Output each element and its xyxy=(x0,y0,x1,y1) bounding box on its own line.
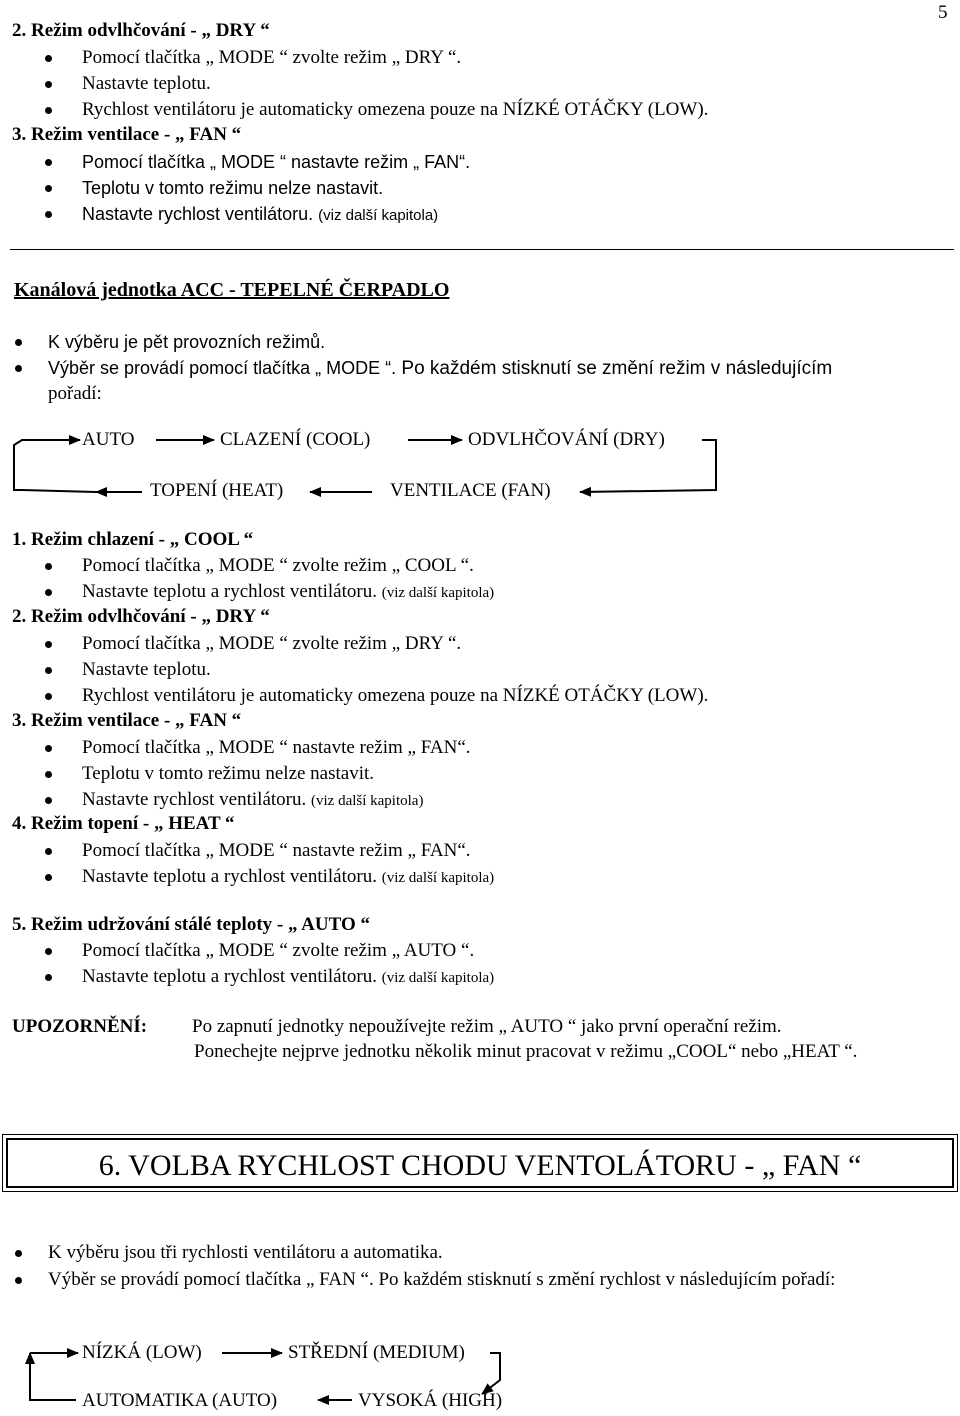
warning-label: UPOZORNĚNÍ: xyxy=(12,1016,148,1037)
note: (viz další kapitola) xyxy=(381,970,495,986)
section-title-cool: 1. Režim chlazení - „ COOL “ xyxy=(12,529,254,550)
warning-text: Ponechejte nejprve jednotku několik minut pracovat v režimu „COOL“ nebo „HEAT “. xyxy=(194,1041,858,1062)
cycle-node-dry: ODVLHČOVÁNÍ (DRY) xyxy=(468,429,665,450)
list-item: Nastavte teplotu. xyxy=(82,73,211,94)
cycle-node-fan: VENTILACE (FAN) xyxy=(390,480,551,501)
bullet xyxy=(45,874,52,881)
section-title-box xyxy=(6,1138,954,1188)
section-title-dry: 2. Režim odvlhčování - „ DRY “ xyxy=(12,606,270,627)
note: (viz další kapitola) xyxy=(381,585,495,601)
bullet xyxy=(45,974,52,981)
bullet xyxy=(15,1250,22,1257)
list-item: Pomocí tlačítka „ MODE “ nastavte režim „ FAN“. xyxy=(82,737,471,758)
bullet xyxy=(45,667,52,674)
list-item: Rychlost ventilátoru je automaticky omezena pouze na NÍZKÉ OTÁČKY (LOW). xyxy=(82,685,709,706)
speed-node-medium: STŘEDNÍ (MEDIUM) xyxy=(288,1342,465,1363)
list-item-continuation: pořadí: xyxy=(48,383,102,404)
note: (viz další kapitola) xyxy=(381,870,495,886)
cycle-arrow xyxy=(14,440,80,490)
list-item xyxy=(82,966,494,989)
page-number: 5 xyxy=(938,2,948,23)
list-item: K výběru jsou tři rychlosti ventilátoru a automatika. xyxy=(48,1242,443,1263)
list-item: K výběru je pět provozních režimů. xyxy=(48,332,326,352)
note: (viz další kapitola) xyxy=(311,793,424,809)
speed-node-high: VYSOKÁ (HIGH) xyxy=(358,1390,503,1411)
list-item: Nastavte teplotu. xyxy=(82,659,211,680)
cycle-node-cool: CLAZENÍ (COOL) xyxy=(220,429,371,450)
section-heading: Kanálová jednotka ACC - TEPELNÉ ČERPADLO xyxy=(14,279,450,301)
bullet xyxy=(45,848,52,855)
list-item: Pomocí tlačítka „ MODE “ zvolte režim „ COOL “. xyxy=(82,555,474,576)
list-item: Teplotu v tomto režimu nelze nastavit. xyxy=(82,178,384,198)
speed-cycle-arrow xyxy=(482,1353,500,1394)
section-title-dry-top: 2. Režim odvlhčování - „ DRY “ xyxy=(12,20,270,41)
bullet xyxy=(45,563,52,570)
list-item: Teplotu v tomto režimu nelze nastavit. xyxy=(82,763,375,784)
bullet xyxy=(45,693,52,700)
speed-node-auto: AUTOMATIKA (AUTO) xyxy=(82,1390,278,1411)
bullet xyxy=(45,745,52,752)
bullet xyxy=(45,948,52,955)
section-title-auto: 5. Režim udržování stálé teploty - „ AUTO “ xyxy=(12,914,370,935)
note: (viz další kapitola) xyxy=(318,207,439,224)
list-item: Výběr se provádí pomocí tlačítka „ FAN “. Po každém stisknutí s změní rychlost v následujícím pořadí: xyxy=(48,1269,836,1290)
list-item: Pomocí tlačítka „ MODE “ zvolte režim „ AUTO “. xyxy=(82,940,475,961)
list-item xyxy=(82,789,423,812)
warning-text: Po zapnutí jednotky nepoužívejte režim „ AUTO “ jako první operační režim. xyxy=(192,1016,782,1037)
list-item xyxy=(82,581,494,604)
speed-node-low: NÍZKÁ (LOW) xyxy=(82,1342,202,1363)
speed-cycle-arrow xyxy=(30,1353,76,1400)
list-item-text: Výběr se provádí pomocí tlačítka „ MODE “. xyxy=(48,358,397,378)
section-title-heat: 4. Režim topení - „ HEAT “ xyxy=(12,813,235,834)
section-title: 6. VOLBA RYCHLOST CHODU VENTOLÁTORU - „ FAN “ xyxy=(98,1149,862,1182)
bullet xyxy=(45,641,52,648)
list-item-text: Po každém stisknutí se změní režim v následujícím xyxy=(396,358,833,379)
cycle-node-auto: AUTO xyxy=(82,429,135,450)
list-item-text: Nastavte rychlost ventilátoru. xyxy=(82,204,314,224)
bullet xyxy=(45,797,52,804)
bullet xyxy=(45,771,52,778)
section-title-fan-top: 3. Režim ventilace - „ FAN “ xyxy=(12,124,242,145)
list-item: Pomocí tlačítka „ MODE “ nastavte režim „ FAN“. xyxy=(82,840,471,861)
section-title-fan: 3. Režim ventilace - „ FAN “ xyxy=(12,710,242,731)
list-item: Rychlost ventilátoru je automaticky omezena pouze na NÍZKÉ OTÁČKY (LOW). xyxy=(82,99,709,120)
list-item-text: Nastavte teplotu a rychlost ventilátoru. xyxy=(82,866,377,887)
list-item: Pomocí tlačítka „ MODE “ nastavte režim „ FAN“. xyxy=(82,152,471,172)
list-item: Pomocí tlačítka „ MODE “ zvolte režim „ DRY “. xyxy=(82,633,462,654)
list-item xyxy=(82,866,494,889)
list-item-text: Nastavte teplotu a rychlost ventilátoru. xyxy=(82,581,377,602)
list-item-text: Nastavte rychlost ventilátoru. xyxy=(82,789,307,810)
bullet xyxy=(15,1277,22,1284)
cycle-arrow xyxy=(22,490,96,492)
list-item-text: Nastavte teplotu a rychlost ventilátoru. xyxy=(82,966,377,987)
cycle-node-heat: TOPENÍ (HEAT) xyxy=(150,480,284,501)
list-item: Pomocí tlačítka „ MODE “ zvolte režim „ DRY “. xyxy=(82,47,462,68)
bullet xyxy=(45,589,52,596)
